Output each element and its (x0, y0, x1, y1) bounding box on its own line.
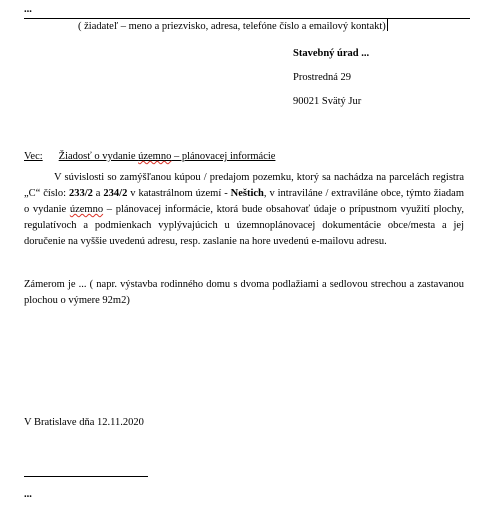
recipient-street: Prostredná 29 (293, 72, 352, 83)
body-text-5: – plánovacej informácie, ktorá bude obsahovať údaje o prípustnom využití plochy, regulatívoch a podmienkach vyplývajúcich u územnoplánovacej dokumentácie obce/mesta a jej doručenie na vyššie uvedenú adresu, resp. zaslanie na hore uvedenú e-mailovu adresu. (24, 204, 464, 247)
signature-line (24, 476, 148, 477)
body-text-2: a (92, 188, 104, 199)
applicant-info-text: ( žiadateľ – meno a priezvisko, adresa, telefóne číslo a emailový kontakt) (78, 21, 386, 32)
place-and-date: V Bratislave dňa 12.11.2020 (24, 417, 144, 428)
parcel-number-2: 234/2 (103, 188, 128, 199)
parcel-number-1: 233/2 (68, 188, 93, 199)
subject-text-after: – plánovacej informácie (171, 151, 276, 162)
recipient-name: Stavebný úrad ... (293, 48, 370, 59)
header-dots: ... (24, 4, 32, 15)
body-text-1: V súvislosti so zamýšľanou kúpou / predajom pozemku, ktorý sa nachádza na parcelách registra „C“ číslo: (24, 172, 464, 199)
recipient-city: 90021 Svätý Jur (293, 96, 362, 107)
body-text-4: , v intraviláne / extraviláne obce, týmto žiadam o vydanie (24, 188, 465, 215)
subject-prefix: Vec: (24, 151, 43, 162)
subject-spellcheck-word: územno (138, 151, 172, 162)
subject-line (24, 150, 275, 164)
body-text-3: v katastrálnom území - (127, 188, 231, 199)
signature-dots: ... (24, 489, 32, 500)
purpose-paragraph: Zámerom je ... ( napr. výstavba rodinného domu s dvoma podlažiami a sedlovou strechou a zastavanou plochou o výmere 92m2) (24, 279, 464, 306)
body-paragraph (24, 170, 464, 250)
applicant-info (78, 19, 388, 34)
body-spellcheck-word: územno (69, 204, 104, 215)
subject-text-before: Žiadosť o vydanie (58, 151, 139, 162)
cadastral-territory: Neštich (230, 188, 264, 199)
text-cursor (387, 19, 388, 31)
